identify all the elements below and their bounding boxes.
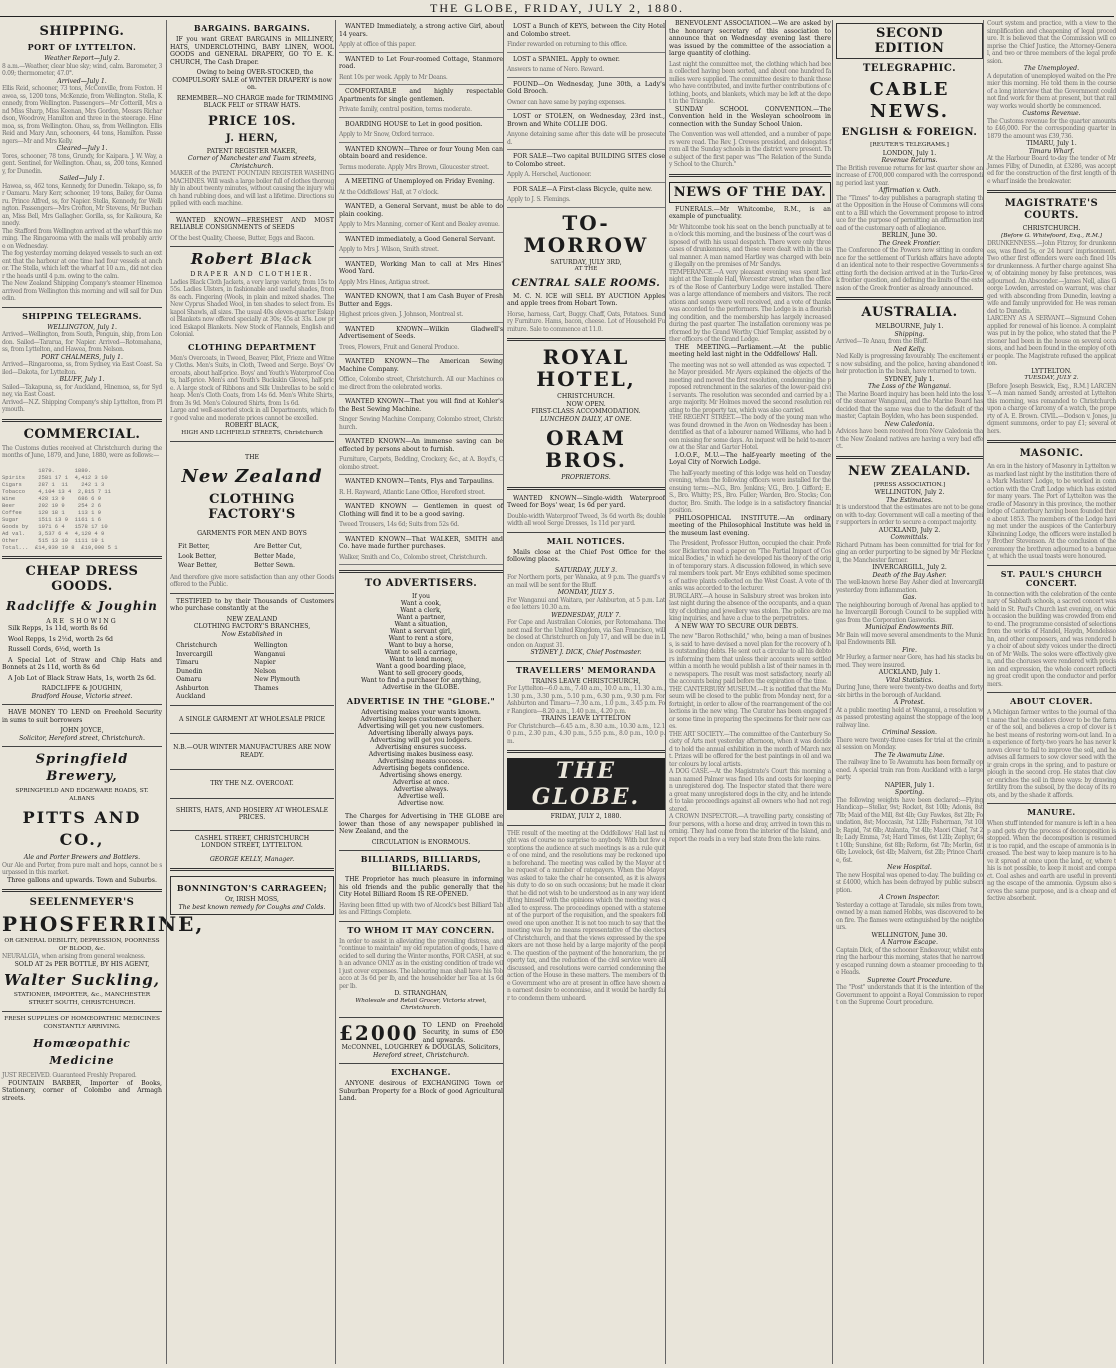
want-item: Want to find a purchaser for anything, [360,677,482,684]
classified-ad: WANTED to Let Four-roomed Cottage, Stanmore road. [339,55,503,70]
want-item: Want a servant girl, [390,628,452,635]
napier-date: NAPIER, July 1. [884,781,935,789]
factory-title: CLOTHING FACTORY'S [208,491,296,522]
nz2-label: NEW ZEALAND [226,615,278,623]
want-item: Want to sell grocery goods, [378,670,464,677]
wellington-date: WELLINGTON, July 1. [47,323,117,331]
town-item: Christchurch [176,642,218,649]
classified-ad: WANTED, a General Servant, must be able to do plain cooking. [339,203,503,218]
exchange-ad: ANYONE desirous of EXCHANGING Town or Suburban Property for a Block of good Agricultural Land. [339,1080,503,1102]
town-item: Invercargill [176,650,213,658]
telegraphic-heading: TELEGRAPHIC. [862,63,957,74]
want-item: Want a clerk, [400,607,442,614]
auckland2-date: AUCKLAND, July 1. [878,669,941,676]
sale-sites-ad: FOR SALE—Two capital BUILDING SITES close to Colombo street. [507,153,665,168]
column-3: WANTED Immediately, a strong active Girl, about 14 years. Apply at office of this paper. WANTED to Let Four-roomed Cottage, Stanmore road. Rent 10s per week. Apply to Mr Deans. COMFORTABLE and highly respectable Apartments for single gentlemen. Private family, central position, terms moderate. BOARDING HOUSE to Let in good position. Apply to Mr Snow, Oxford terrace. WANTED KNOWN—Three or four Young Men can obtain board and residence. Terms moderate. Apply Mrs Brown, Gloucester street. A MEETING of Unemployed on Friday Evening. At the Oddfellows' Hall, at 7 o'clock. WANTED, a General Servant, must be able to do plain cooking. Apply to Mrs Manning, corner of Kent and Bealey avenue. WANTED immediately, a Good General Servant. Apply to Mrs J. Wilson, Smith street. WANTED, Working Man to call at Mrs Hines' Wood Yard. Apply Mrs Hines, Antigua street. WANTED KNOWN, that I am Cash Buyer of Fresh Butter and Eggs. Highest prices given. J. Johnson, Montreal st. WANTED KNOWN—Wilkin Gladwell's Advertisement of Seeds. Trees, Flowers, Fruit and General Produce. WANTED KNOWN—The American Sewing Machine Company. Office, Colombo street, Christchurch. All our Machines come direct from the celebrated works. WANTED KNOWN—That you will find at Kohler's the Best Sewing Machine. Singer Sewing Machine Company, Colombo street, Christchurch. WANTED KNOWN—An immense saving can be effected by persons about to furnish. Furniture, Carpets, Bedding, Crockery, &c., at A. Boyd's, Colombo street. WANTED KNOWN—Tents, Flys and Tarpaulins. R. H. Rayward, Atlantic Lane Office, Hereford street. WANTED KNOWN — Gentlemen in quest of Clothing will find it to be a good saving. Tweed Trousers, 14s 6d; Suits from 52s 6d. WANTED KNOWN—That WALKER, SMITH and Co. have made further purchases. Walker, Smith and Co., Colombo street, Christchurch. TO ADVERTISERS. If you Want a cook, Want a clerk, Want a partner, Want a situation, Want a servant girl, Want to rent a store, Want to buy a horse, Want to sell a carriage, Want to lend money, Want a good boarding place, Want to sell grocery goods, Want to find a purchaser for anything, Advertise in the GLOBE. ADVERTISE IN THE "GLOBE." Advertising makes your wants known. Advertising keeps customers together. Advertising will get you new customers. Advertising liberally always pays. Advertising will get you lodgers. Advertising ensures success. Advertising makes business easy. Advertising means success. Advertising begets confidence. Advertising shows energy. Advertise at once. Advertise always. Advertise well. Advertise now. The Charges for Advertising in THE GLOBE are lower than those of any newspaper published in New Zealand, and the CIRCULATION is ENORMOUS. BILLIARDS, BILLIARDS, BILLIARDS. THE Proprietor has much pleasure in informing his old friends and the public generally that the City Hotel Billiard Room IS RE-OPENED. Having been fitted up with two of Alcock's best Billiard Tables and Fittings Complete. TO WHOM IT MAY CONCERN. In order to assist in alleviating the prevailing distress, and "continue to maintain" my old reputation of goods, I have decided to sell during the Winter months, FOR CASH, at such an advance ONLY as in the existing condition of trade will just cover expenses. The labouring man shall have his Tobacco at 3s 6d per lb, and the householder her Tea at 1s 6d per lb. D. STRANGHAN, Wholesale and Retail Grocer, Victoria street, Christchurch. £2000 TO LEND on Freehold Security, in sums of £50 and upwards. McCONNEL, LOUGHREY & DOUGLAS, Solicitors, Hereford street, Christchurch. EXCHANGE. ANYONE desirous of EXCHANGING Town or Suburban Property for a Block of good Agricultural Land. [335,20,503,1364]
fit-item: Are Better Cut, [254,543,302,550]
lost-spaniel-ad: LOST a SPANIEL. Apply to owner. [513,55,620,63]
springfield-sub: SPRINGFIELD AND EDGEWARE ROADS, ST. ALBANS [15,788,149,802]
circulation-text: CIRCULATION is ENORMOUS. [371,838,471,846]
stranghan-name: D. STRANGHAN, [394,990,448,997]
sydney-date: SYDNEY, July 1. [884,375,935,383]
cheap-item: A Job Lot of Black Straw Hats, 1s, worth 2s 6d. [8,674,156,682]
want-item: Want a cook, [400,600,442,607]
are-showing: ARE SHOWING [46,617,118,625]
news-para: PHILOSOPHICAL INSTITUTE.—An ordinary meeting of the Philosophical Institute was held in the museum last evening. [669,514,831,537]
lend-ad: HAVE MONEY TO LEND on Freehold Security in sums to suit borrowers [2,709,162,724]
town-item: Thames [254,684,279,692]
adv-item: Advertising liberally always pays. [368,730,474,737]
remember-ad: REMEMBER—NO CHARGE made for TRIMMING BLACK FELT or STRAW HATS. [176,94,334,109]
black-sub: DRAPER AND CLOTHIER. [190,271,314,278]
branches-sub: Now Established in [221,630,283,638]
arrived-heading: Arrived—July 1. [57,77,107,85]
adv-item: Advertising shows energy. [379,772,463,779]
springfield-title: Springfield Brewery, [35,752,129,784]
kelly-subhead: Ned Kelly. [893,345,926,353]
radcliffe-signature: RADCLIFFE & JOUGHIN, [41,685,123,692]
melbourne-date: MELBOURNE, July 1. [875,323,944,330]
gas-subhead: Gas. [902,594,917,601]
classified-ad: WANTED KNOWN—The American Sewing Machine Company. [339,358,503,373]
hern-name: J. HERN, [225,132,279,144]
classified-ad: WANTED, Working Man to call at Mrs Hines' Wood Yard. [339,260,503,275]
london-date: LONDON, July 1. [882,149,937,157]
royal-open: NOW OPEN. [566,400,606,408]
column-2: BARGAINS. BARGAINS. IF you want GREAT BARGAINS in MILLINERY, HATS, UNDERCLOTHING, BABY LINEN, WOOL GOODS and GENERAL DRAPERY, GO TO E. K. CHURCH, The Cash Draper. Owing to being OVER-STOCKED, the COMPULSORY SALE of WINTER DRAPERY is now on. REMEMBER—NO CHARGE made for TRIMMING BLACK FELT or STRAW HATS. PRICE 10S. J. HERN, PATENT REGISTER MAKER, Corner of Manchester and Tuam streets, Christchurch. MAKER of the PATENT FOUNTAIN REGISTER WASHING MACHINES. Will wash a large boiler full of clothes thoroughly in about twenty minutes, without causing the injury which hand rubbing does, and will last a lifetime. Directions supplied with each machine. WANTED KNOWN—FRESHEST AND MOST RELIABLE CONSIGNMENTS of SEEDS Of the best Quality, Cheese, Butter, Eggs and Bacon. Robert Black DRAPER AND CLOTHIER. Ladies Black Cloth Jackets, a very large variety, from 15s to 55s. Ladies Ulsters, in fashionable and useful shades, from 8s each. Fingering (Wools, in plain and mixed shades. The New Cyprus Shaded Wool, in ten shades to select from. Eskapol Shawls, all sizes. The usual 40s eleven-quarter Eskapol Blankets now offered specially at 30s; 45s at 33s. Low priced Eskapol Blankets. New Stock of Flannels, English and Colonial. CLOTHING DEPARTMENT Men's Overcoats, in Tweed, Beaver, Pilot, Frieze and Witney Cloths. Men's Suits, in Cloth, Tweed and Serge. Boys' Overcoats, about half-price. Boys' and Youth's Waterproof Coats, half-price. Men's and Youth's Buckskin Gloves, half-price. A large stock of Ribbons and Silk Umbrellas to be sold cheap. Men's Cloth Coats, from 14s 6d. Men's White Shirts, from 3s 9d. Men's Coloured Shirts, from 1s 6d. Large and well-assorted stock in all Departments, which for good value and moderate prices cannot be excelled. ROBERT BLACK, HIGH AND LICHFIELD STREETS, Christchurch THE New Zealand CLOTHING FACTORY'S GARMENTS FOR MEN AND BOYS Fit Better, Are Better Cut, Look Better, Better Made, Wear Better, Better Sewn. And therefore give more satisfaction than any other Goods offered to the Public. TESTIFIED to by their Thousands of Customers who purchase constantly at the NEW ZEALAND CLOTHING FACTORY'S BRANCHES, Now Established in Christchurch Wellington Invercargill Wanganui Timaru Napier Dunedin Nelson Oamaru New Plymouth Ashburton Thames Auckland A SINGLE GARMENT AT WHOLESALE PRICE N.B.—OUR WINTER MANUFACTURES ARE NOW READY. TRY THE N.Z. OVERCOAT. SHIRTS, HATS, AND HOSIERY AT WHOLESALE PRICES. CASHEL STREET, CHRISTCHURCH LONDON STREET, LYTTELTON. GEORGE KELLY, Manager. BONNINGTON'S CARRAGEEN; Or, IRISH MOSS, The best known remedy for Coughs and Colds. [166,20,334,1364]
the-globe-heading: THE GLOBE. [507,758,665,810]
mail-text: Mails close at the Chief Post Office for the following places. [507,548,665,563]
revenue-heading: Revenue Returns. [881,157,938,164]
winter-notice: N.B.—OUR WINTER MANUFACTURES ARE NOW READY. [173,744,331,759]
column-4: LOST a Bunch of KEYS, between the City Hotel and Colombo street. Finder rewarded on returning to this office. LOST a SPANIEL. Apply to owner. Answers to name of Nero. Reward. FOUND—On Wednesday, June 30th, a Lady's Gold Brooch. Owner can have same by paying expenses. LOST or STOLEN, on Wednesday, 23rd inst., Brown and White COLLIE DOG. Anyone detaining same after this date will be prosecuted. FOR SALE—Two capital BUILDING SITES close to Colombo street. Apply A. Herschel, Auctioneer. FOR SALE—A First-class Bicycle, quite new. Apply to J. S. Flemings. TO-MORROW SATURDAY, JULY 3RD, AT THE CENTRAL SALE ROOMS. M. C. N. ICE will SELL BY AUCTION Apples and apple trees from Hobart Town. Horse, harness, Cart, Buggy. Chaff, Oats, Potatoes. Sundry Furniture. Hams, bacon, cheese. Lot of Household Furniture. Sale to commence at 11.0. ROYAL HOTEL, CHRISTCHURCH. NOW OPEN. FIRST-CLASS ACCOMMODATION. LUNCHEON DAILY, AT ONE. ORAM BROS. PROPRIETORS. WANTED KNOWN—Single-width Waterproof Tweed for Boys' wear, 1s 6d per yard. Double-width Waterproof Tweed, 3s 6d worth 8s; double width all wool Serge Dresses, 1s 11d per yard. MAIL NOTICES. Mails close at the Chief Post Office for the following places. SATURDAY, JULY 3. For Northern ports, per Wanaka, at 9 p.m. The guard's van mail will be sent for the Bluff. MONDAY, JULY 5. For Wanganui and Waitara, per Ashburton, at 5 p.m. Late fee letters 10.30 a.m. WEDNESDAY, JULY 7. For Cape and Australian Colonies, per Rotomahana. The next mail for the United Kingdom, via San Francisco, will be closed at Christchurch on July 17, and will be due in London on August 31. SYDNEY J. DICK, Chief Postmaster. TRAVELLERS' MEMORANDA TRAINS LEAVE CHRISTCHURCH, For Lyttelton—6.0 a.m., 7.40 a.m., 10.0 a.m., 11.30 a.m., 1.30 p.m., 3.30 p.m., 5.10 p.m., 6.30 p.m., 9.30 p.m. For Ashburton and Timaru—7.30 a.m., 1.0 p.m., 3.45 p.m. For Rangiora—8.20 a.m., 1.40 p.m., 4.20 p.m. TRAINS LEAVE LYTTELTON For Christchurch—6.45 a.m., 8.30 a.m., 10.30 a.m., 12.10 p.m., 2.30 p.m., 4.30 p.m., 5.55 p.m., 8.0 p.m., 10.0 p.m. THE GLOBE. FRIDAY, JULY 2, 1880. THE result of the meeting at the Oddfellows' Hall last night was of course no surprise to anybody. With but few exceptions the audience at such meetings is as a rule quite of one mind, and the resolutions may be reckoned upon beforehand. The meeting was called by the Mayor at the request of a number of ratepayers. When the Mayor was asked to take the chair he consented, as it is always his duty to do so on such occasions; but he made it clear that he did not wish to be understood as in any way identifying himself with the opinions which the meeting was called to express. The proceedings opened with a statement of the purport of the requisition, and the speakers followed one upon another. It is not too much to say that the meeting was by no means representative of the electors of Christchurch, and that the views expressed by the speakers are not those held by a large majority of the people. The question of the payment of the honorarium, the property tax, and the reduction of the civil service were all discussed, and resolutions were carried condemning the action of the House in these matters. The members of the Government who are at present in office have shown an earnest desire to economise, and it would be hardly fair to condemn them unheard. [503,20,665,1364]
found-brooch-ad: FOUND—On Wednesday, June 30th, a Lady's Gold Brooch. [507,80,665,95]
masthead [0,0,1114,17]
royal-title: ROYAL HOTEL, [536,345,636,391]
homeo-notice: FRESH SUPPLIES OF HOMŒOPATHIC MEDICINES CONSTANTLY ARRIVING. [4,1016,160,1030]
second-edition: SECOND EDITION [874,26,945,56]
classified-ad: WANTED immediately, a Good General Servant. [345,235,496,243]
bargains-heading: BARGAINS. BARGAINS. [193,23,311,33]
london-address: LONDON STREET, LYTTELTON. [201,842,303,849]
hern-address: Corner of Manchester and Tuam streets, Christchurch. [187,155,317,170]
suckling-sub: STATIONER, IMPORTER, &c., MANCHESTER STREET SOUTH, CHRISTCHURCH. [13,992,151,1006]
mcconnel-name: McCONNEL, LOUGHREY & DOUGLAS, Solicitors, [341,1044,501,1051]
nz-title: New Zealand [181,465,323,487]
commercial-heading: COMMERCIAL. [23,426,141,442]
town-item: Auckland [176,693,206,700]
want-item: Want a good boarding place, [376,663,466,670]
wanted-seeds-ad: WANTED KNOWN—FRESHEST AND MOST RELIABLE CONSIGNMENTS of SEEDS [170,216,334,231]
single-garment: A SINGLE GARMENT AT WHOLESALE PRICE [179,715,325,723]
affirmation-heading: Affirmation v. Oath. [878,187,941,194]
advertise-heading: ADVERTISE IN THE "GLOBE." [346,696,496,706]
overcoat-notice: TRY THE N.Z. OVERCOAT. [210,780,294,787]
want-item: If you [412,593,430,600]
want-item: Want to lend money, [389,656,453,663]
mail-monday: MONDAY, JULY 5. [557,589,615,596]
stranghan-sub: Wholesale and Retail Grocer, Victoria street, Christchurch. [355,997,487,1011]
kelly-manager: GEORGE KELLY, Manager. [209,855,295,863]
clothing-dept-heading: CLOTHING DEPARTMENT [188,341,316,352]
bonnington-title: BONNINGTON'S CARRAGEEN; [176,883,328,893]
central-rooms: CENTRAL SALE ROOMS. [511,277,661,289]
pitts-title: PITTS AND CO., [22,808,142,849]
adv-item: Advertise well. [397,793,445,800]
greek-heading: The Greek Frontier. [878,239,941,247]
classified-ad: WANTED KNOWN—Tents, Flys and Tarpaulins. [345,478,494,485]
bargain-ad: IF you want GREAT BARGAINS in MILLINERY, HATS, UNDERCLOTHING, BABY LINEN, WOOL GOODS and GENERAL DRAPERY, GO TO E. K. CHURCH, The Cash Draper. [170,36,334,66]
black-address: HIGH AND LICHFIELD STREETS, Christchurch [181,429,323,436]
oram-sub: PROPRIETORS. [561,474,611,481]
adv-item: Advertise always. [393,786,449,793]
auction-text: M. C. N. ICE will SELL BY AUCTION Apples and apple trees from Hobart Town. [507,292,665,307]
classified-ad: WANTED KNOWN — Gentlemen in quest of Clothing will find it to be a good saving. [339,503,503,518]
wanted-tweed-ad: WANTED KNOWN—Single-width Waterproof Tweed for Boys' wear, 1s 6d per yard. [507,494,665,509]
sporting-subhead: Sporting. [894,789,925,796]
joyce-sub: Solicitor, Hereford street, Christchurch. [19,734,145,742]
seelenmeyer-title: SEELENMEYER'S [29,897,135,908]
black-title: Robert Black [190,250,314,268]
billiards-ad: THE Proprietor has much pleasure in informing his old friends and the public generally that the City Hotel Billiard Room IS RE-OPENED. [339,876,503,898]
town-item: Napier [254,659,276,666]
suckling-title: Walter Suckling, [4,971,160,989]
want-item: Want a partner, [396,614,446,621]
joyce-name: JOHN JOYCE, [60,727,104,734]
classified-ad: WANTED KNOWN—That you will find at Kohler's the Best Sewing Machine. [339,398,503,413]
lend-sub: TO LEND on Freehold Security, in sums of £50 and upwards. [422,1021,503,1044]
nz-heading: NEW ZEALAND. [848,463,971,479]
saturday-date: SATURDAY, JULY 3RD, [550,258,622,266]
classified-ad: COMFORTABLE and highly respectable Apartments for single gentlemen. [339,88,503,103]
masthead-title: THE GLOBE, FRIDAY, JULY 2, 1880. [429,1,685,15]
fit-item: Better Sewn. [254,562,295,569]
classified-ad: WANTED KNOWN—Three or four Young Men can obtain board and residence. [339,145,503,160]
column-1: SHIPPING. PORT OF LYTTELTON. Weather Report—July 2. 8 a.m.—Weather, clear blue sky; wind, calm. Barometer, 30.09; thermometer, 47.0°. Arrived—July 1. Ellis Reid, schooner, 73 tons, McConville, from Foxton. Hawea, ss, 1200 tons, McKenzie, from Wellington. Stella, Kennedy, from Wellington. Passengers—Mr Cotterill, Mrs and Miss Sharp, Miss Keenan, Mrs Gordon, Messrs Richardson, Woodrow, Hamilton and three in the steerage. Hinemoa, ss, from Wellington. Ohau, ss, from Wellington. Ellis Reid and Mary Ann, schooners, 44 tons, Hamilton. Passengers—Mr and Mrs Kelly. Cleared—July 1. Tores, schooner, 78 tons, Grundy, for Kaipara. J. W. Way, agent. Sentinel, for Wellington. Ohau, ss, 200 tons, Kennedy, for Dunedin. Sailed—July 1. Hawea, ss, 462 tons, Kennedy, for Dunedin. Tekapo, ss, for Oamaru. Mary Kerr, schooner, 19 tons, Bailey, for Oamaru. Prince Alfred, ss, for Napier. Stella, Kennedy, for Wellington. Passengers—Mrs Crofton, Mr Stevens, Mr Buchanan, Miss Bell, Mrs Gallagher. Gorilla, ss, for Kaikoura, Kennedy. The Stafford from Wellington arrived at the wharf this morning. The Ringarooma with the mails will probably arrive on Wednesday. The fog yesterday morning delayed vessels to such an extent that the harbour at one time had four vessels at anchor. The Stella, which left the wharf at 10 a.m., did not clear the heads until 4 p.m. owing to the calm. The New Zealand Shipping Company's steamer Hinemoa arrived from Wellington this morning and will sail for Dunedin. SHIPPING TELEGRAMS. WELLINGTON, July 1. Arrived—Wellington, from South, Penguin, ship, from London. Sailed—Tararua, for Napier. Arrived—Rotomahana, ss, from Lyttelton, and Hawea, from Nelson. PORT CHALMERS, July 1. Arrived—Ringarooma, ss, from Sydney, via East Coast. Sailed—Dakota, for Lyttelton. BLUFF, July 1. Sailed—Takapuna, ss, for Auckland, Hinemoa, ss, for Sydney, via East Coast. Arrived—N.Z. Shipping Company's ship Lyttelton, from Plymouth. COMMERCIAL. The Customs duties received at Christchurch during the months of June, 1879, and June, 1880, were as follows:— 1879. 1880. Spirits 2581 17 1 4,412 3 10 Cigars 287 1 11 242 1 3 Tobacco 4,104 13 4 2,815 7 11 Wine 428 13 9 686 6 9 Beer 292 19 9 254 2 6 Coffee 120 18 1 113 1 9 Sugar 1511 13 9 1161 1 6 Goods by 1071 6 4 1578 17 10 Ad val. 3,537 6 4 4,120 4 9 Other 515 13 10 1111 19 1 Total... £14,939 19 8 £19,000 5 1 CHEAP DRESS GOODS. Radcliffe & Joughin ARE SHOWING Silk Repps, 1s 11d, worth 8s 6d Wool Repps, 1s 2½d, worth 2s 6d Russell Cords, 6½d, worth 1s A Special Lot of Straw and Chip Hats and Bonnets at 2s 11d, worth 8s 6d A Job Lot of Black Straw Hats, 1s, worth 2s 6d. RADCLIFFE & JOUGHIN, Bradford House, Victoria street. HAVE MONEY TO LEND on Freehold Security in sums to suit borrowers JOHN JOYCE, Solicitor, Hereford street, Christchurch. Springfield Brewery, SPRINGFIELD AND EDGEWARE ROADS, ST. ALBANS PITTS AND CO., Ale and Porter Brewers and Bottlers. Our Ale and Porter, from pure malt and hops, cannot be surpassed in this market. Three gallons and upwards. Town and Suburbs. SEELENMEYER'S PHOSFERRINE, OR GENERAL DEBILITY, DEPRESSION, POORNESS OF BLOOD, &c. NEURALGIA, when arising from general weakness. SOLD AT 2s PER BOTTLE, BY HIS AGENT, Walter Suckling, STATIONER, IMPORTER, &c., MANCHESTER STREET SOUTH, CHRISTCHURCH. FRESH SUPPLIES OF HOMŒOPATHIC MEDICINES CONSTANTLY ARRIVING. Homœopathic Medicine JUST RECEIVED. Guaranteed Freshly Prepared. FOUNTAIN BARBER, Importer of Books, Stationery, corner of Colombo and Armagh streets. [2,24,205,1102]
at-the: AT THE [574,266,598,272]
classified-ad: WANTED Immediately, a strong active Girl, about 14 years. [339,23,503,38]
trains-lyttelton: TRAINS LEAVE LYTTELTON [541,715,631,722]
advertisers-heading: TO ADVERTISERS. [364,578,478,589]
town-item: Nelson [254,667,276,675]
news-para: I.O.O.F., M.U.—The half-yearly meeting of the Loyal City of Norwich Lodge. [669,451,831,466]
town-item: Oamaru [176,676,202,683]
travellers-heading: TRAVELLERS' MEMORANDA [515,664,657,675]
unemployed-subhead: The Unemployed. [1023,65,1080,72]
exchange-heading: EXCHANGE. [391,1067,451,1077]
the-label: THE [244,454,260,461]
cheap-item: Wool Repps, 1s 2½d, worth 2s 6d [8,635,113,643]
masonic-heading: MASONIC. [1019,448,1084,459]
wanganui-subhead: The Loss of the Wanganui. [867,383,952,390]
reuters: [REUTER'S TELEGRAMS.] [870,142,949,148]
adv-item: Advertising will get you lodgers. [370,737,472,744]
news-para: SUNDAY SCHOOL CONVENTION.—The Convention held in the Wesleyan schoolroom in connection with the Sunday School Union. [669,105,831,128]
pitts-sub: Ale and Porter Brewers and Bottlers. [23,854,141,861]
hospital-subhead: New Hospital. [887,864,932,871]
endowments-subhead: Municipal Endowments Bill. [865,624,954,631]
bluff-date: BLUFF, July 1. [59,376,105,383]
trains-chch: TRAINS LEAVE CHRISTCHURCH, [531,677,641,685]
auckland-date: AUCKLAND, July 2. [878,526,941,534]
news-para: FUNERALS.—Mr Whitcombe, R.M., is an example of punctuality. [669,205,831,220]
fit-item: Wear Better, [178,562,218,569]
escape-subhead: A Narrow Escape. [881,939,938,946]
cheap-item: Russell Cords, 6½d, worth 1s [8,646,101,653]
wellington-date: WELLINGTON, July 2. [874,489,945,496]
price-heading: PRICE 10S. [208,113,296,129]
town-item: Wellington [254,642,288,649]
news-heading: NEWS OF THE DAY. [669,182,831,203]
port-chalmers-date: PORT CHALMERS, July 1. [41,353,123,361]
clover-heading: ABOUT CLOVER. [1010,696,1093,706]
adv-item: Advertising means success. [377,758,465,765]
adv-item: Advertise now. [397,800,445,807]
want-item: Want a situation, [394,621,448,628]
fit-item: Look Better, [178,552,217,560]
fire-subhead: Fire. [902,646,917,654]
phosferrine-title: PHOSFERRINE, [2,912,205,936]
shipping-heading: SHIPPING. [39,24,125,39]
classified-ad: WANTED KNOWN—An immense saving can be effected by persons about to furnish. [339,438,503,453]
homeo-title: Homœopathic Medicine [33,1037,131,1067]
mail-heading: MAIL NOTICES. [546,535,626,546]
berlin-date: BERLIN, June 30. [881,232,938,239]
shipping-telegrams-heading: SHIPPING TELEGRAMS. [22,310,142,321]
protest-subhead: A Protest. [893,699,926,706]
cable-news-heading: CABLE NEWS. [869,79,950,122]
town-item: Ashburton [176,684,209,692]
adv-item: Advertising makes your wants known. [361,709,481,716]
adv-item: Advertising keeps customers together. [360,716,482,723]
luncheon: LUNCHEON DAILY, AT ONE. [540,415,632,423]
weather-report: Weather Report—July 2. [44,55,120,62]
column-6: SECOND EDITION TELEGRAPHIC. CABLE NEWS. ENGLISH & FOREIGN. [REUTER'S TELEGRAMS.] LONDON, July 1. Revenue Returns. The British revenue returns for last quarter show an increase of £700,000 compared with the corresponding period last year. Affirmation v. Oath. The "Times" to-day publishes a paragraph stating that the Opposition in the House of Commons will consent to a Bill which the Government propose to introduce for the purpose of permitting an affirmation instead of the customary oath of allegiance. BERLIN, June 30. The Greek Frontier. The Conference of the Powers now sitting in conference for the settlement of Turkish affairs have adopted an identical note to their respective Governments setting forth the decision arrived at in the Turko-Greek frontier question, and defining the limits of the extension of the Greek frontier as already announced. AUSTRALIA. MELBOURNE, July 1. Shipping. Arrived—Te Anau, from the Bluff. Ned Kelly. Ned Kelly is progressing favourably. The excitement is now subsiding, and the police, having abandoned their protection in the bush, have returned to town. SYDNEY, July 1. The Loss of the Wanganui. The Marine Board inquiry has been held into the loss of the steamer Wanganui, and the Marine Board has decided that the same was due to the default of the master, Captain Boylden, who has been suspended. New Caledonia. Advices have been received from New Caledonia that the New Zealand natives are having a very bad effect. NEW ZEALAND. [PRESS ASSOCIATION.] WELLINGTON, July 2. The Estimates. It is understood that the estimates are not to be gone on with to-day. Government will call a meeting of their supporters in order to secure a compact majority. AUCKLAND, July 2. Committals. Richard Putnam has been committed for trial for forging an order purporting to be signed by Mr Flecknell, the Manchester farmer. INVERCARGILL, July 2. Death of the Bay Asher. The well-known horse Bay Asher died at Invercargill yesterday from inflammation. Gas. The neighbouring borough of Avenal has applied to the Invercargill Borough Council to be supplied with gas from the Corporation Gasworks. Municipal Endowments Bill. Mr Bain will move several amendments to the Municipal Endowments Bill. Fire. Mr Hurley, a farmer near Gore, has had his stacks burned. They were insured. AUCKLAND, July 1. Vital Statistics. During June, there were twenty-two deaths and forty-six births in the borough of Auckland. A Protest. At a public meeting held at Wanganui, a resolution was passed protesting against the stoppage of the loop railway line. Criminal Session. There were twenty-three cases for trial at the criminal session on Monday. The Te Awamutu Line. The railway line to Te Awamutu has been formally opened. A special train ran from Auckland with a large party. NAPIER, July 1. Sporting. The following weights have been declared:—Flying Handicap—Stellar, 9st; Rocket, 8st 10lb; Adonis, 8st 7lb; Maid of the Mill, 8st 4lb; Guy Fawkes, 8st 2lb; Foundation, 8st; Moccasin, 7st 12lb; Fisherman, 7st 10lb; Rapid, 7st 6lb; Atalanta, 7st 4lb; Maori Chief, 7st 2lb; Lady Emma, 7st; Hard Times, 6st 12lb; Zephyr, 6st 10lb; Sunshine, 6st 8lb; Reform, 6st 7lb; Merlin, 6st 6lb; Lovelock, 6st 4lb; Malvern, 6st 2lb; Prince Charlie, 6st. New Hospital. The new Hospital was opened to-day. The building cost £4000, which has been defrayed by public subscription. A Crown Inspector. Yesterday a cottage at Taradale, six miles from town, owned by a man named Hobbs, was discovered to be on fire. The flames were extinguished by the neighbours. WELLINGTON, June 30. A Narrow Escape. Captain Dick, of the schooner Endeavour, whilst entering the harbour this morning, states that he narrowly escaped running down a steamer proceeding to the Heads. Supreme Court Procedure. The "Post" understands that it is the intention of the Government to appoint a Royal Commission to report on the Supreme Court procedure. [832,20,983,1364]
column-7: Court system and practice, with a view to the simplification and cheapening of legal procedure. It is believed that the Commission will comprise the Chief Justice, the Attorney-General, and two or three members of the legal profession. The Unemployed. A deputation of unemployed waited on the Premier this morning. He told them in the course of a long interview that the Government could not find work for them at present, but that railway works would shortly be commenced. Customs Revenue. The Customs revenue for the quarter amounts to £46,000. For the corresponding quarter in 1879 the amount was £39,736. TIMARU, July 1. Timaru Wharf. At the Harbour Board to-day the tender of Mr James Filby, of Dunedin, at £3286, was accepted for the construction of the first length of the wharf inside the breakwater. MAGISTRATE'S COURTS. CHRISTCHURCH. [Before G. Whitefoord, Esq., R.M.] DRUNKENNESS.—John Fitzroy, for drunkenness, was fined 5s, or 24 hours' imprisonment. Two other first offenders were each fined 10s for drunkenness. A further charge against Shaw, of obtaining money by false pretences, was adjourned. An Absconder.—James Nell, alias George Lowden, arrested on warrant, was charged with absconding from Dunedin, leaving a wife and family unprovided for. He was remanded to Dunedin. LARCENY AS A SERVANT.—Sigmund Cohen applied for renewal of his licence. A complaint was put in by the police, who stated that the Prisoner had been in the house on several occasions, and had been found in the employ of other people. The Magistrate refused the application. LYTTELTON. TUESDAY, JULY 2. [Before Joseph Beswick, Esq., R.M.] LARCENY.—A man named Sandy, arrested at Lyttelton this morning, was remanded to Christchurch upon a charge of larceny of a watch, the property of A. E. Brown. CIVIL.—Dodson v. Jones, judgment summons, order to pay £1; several others. MASONIC. An era in the history of Masonry in Lyttelton was marked last night by the institution there of a Mark Masters' Lodge, to be worked in connection with the Craft Lodge which has existed for many years. The Port of Lyttelton was the cradle of Masonry in this province, the mother lodge of Canterbury having been founded there about 1853. The members of the Lodge having met under the auspices of the Canterbury Kilwinning Lodge, the officers were installed by Brother Stevenson. At the conclusion of the ceremony the brethren adjourned to a banquet, at which the usual toasts were honoured. ST. PAUL'S CHURCH CONCERT. In connection with the celebration of the centenary of Sabbath schools, a sacred concert was held in St. Paul's Church last evening, on which occasion the building was crowded from end to end. The programme consisted of selections from the works of Handel, Haydn, Mendelssohn, and other composers, and was rendered by a choir of about sixty voices under the direction of Mr Wells. The solos were effectively given, and the choruses were rendered with precision and expression, the whole concert reflecting great credit upon the conductor and performers. ABOUT CLOVER. A Michigan farmer writes to the journal of that name that he considers clover to be the farmer of the soil, and believes a crop of clover is the best means of restoring worn-out land. In an experience of forty-two years he has never known clover to fail to improve the soil, and he advises all farmers to sow clover seed with their grain crops in the spring, and to pasture or plough in the second crop. He states that clover enriches the soil in three ways: by drawing fertility from the subsoil, by the decay of its roots, and by the shade it affords. MANURE. When stuff intended for manure is left in a heap and gets dry the process of decomposition is stopped. When the decomposition is resumed it is too rapid, and the escape of ammonia is increased. The best way to keep manure is to have it spread at once upon the land, or, where this is not possible, to keep it moist and compact. Coal ashes and earth are useful in preventing the escape of the ammonia. Gypsum also serves the same purpose, and is a cheap and effective absorbent. [983,20,1116,1364]
adv-item: Advertising begets confidence. [372,765,470,772]
awamutu-subhead: The Te Awamutu Line. [874,751,945,759]
customs-subhead: Customs Revenue. [1022,110,1081,117]
royal-sub: CHRISTCHURCH. [557,393,615,400]
town-item: New Plymouth [254,676,301,683]
fountain-ad: FOUNTAIN BARBER, Importer of Books, Stationery, corner of Colombo and Armagh streets. [2,1079,162,1102]
supreme-subhead: Supreme Court Procedure. [867,976,952,984]
phosferrine-price: SOLD AT 2s PER BOTTLE, BY HIS AGENT, [14,960,150,968]
postmaster: SYDNEY J. DICK, Chief Postmaster. [530,649,642,656]
shirts-notice: SHIRTS, HATS, AND HOSIERY AT WHOLESALE PRICES. [175,806,329,821]
classified-ad: A MEETING of Unemployed on Friday Evening. [345,178,495,185]
adv-item: Advertising makes business easy. [368,751,474,758]
english-foreign: ENGLISH & FOREIGN. [841,127,978,138]
radcliffe-title: Radcliffe & Joughin [6,598,158,613]
black-signature: ROBERT BLACK, [225,422,279,429]
australia-heading: AUSTRALIA. [861,305,958,320]
magistrates-heading: MAGISTRATE'S COURTS. [1004,198,1099,221]
want-item: Want to rent a store, [388,635,454,642]
invercargill-date: INVERCARGILL, July 2. [872,564,947,571]
want-item: Want to sell a carriage, [384,649,458,656]
news-para: A NEW WAY TO SECURE OUR DEBTS. [675,622,799,630]
mcconnel-address: Hereford street, Christchurch. [372,1051,470,1059]
sale-bicycle-ad: FOR SALE—A First-class Bicycle, quite new. [513,185,653,193]
death-subhead: Death of the Bay Asher. [872,571,947,579]
mail-wednesday: WEDNESDAY, JULY 7. [551,611,621,619]
lyttelton-heading: LYTTELTON. [1031,367,1072,375]
criminal-subhead: Criminal Session. [881,729,938,736]
testified-ad: TESTIFIED to by their Thousands of Customers who purchase constantly at the [170,597,334,612]
garments-label: GARMENTS FOR MEN AND BOYS [197,529,307,537]
tomorrow-heading: TO-MORROW [523,210,649,257]
town-item: Wanganui [254,650,286,658]
news-para: THE MEETING.—Parliament.—At the public meeting held last night in the Oddfellows' Hall. [669,343,831,358]
classified-ad: WANTED KNOWN—That WALKER, SMITH and Co. have made further purchases. [339,535,503,550]
wharf-subhead: Timaru Wharf. [1028,147,1075,155]
vital-subhead: Vital Statistics. [885,676,934,684]
globe-date: FRIDAY, JULY 2, 1880. [550,813,622,820]
hern-sub: PATENT REGISTER MAKER, [206,147,298,155]
classified-ad: BOARDING HOUSE to Let in good position. [345,120,483,128]
classified-ad: WANTED KNOWN, that I am Cash Buyer of Fresh Butter and Eggs. [339,293,503,308]
cleared-heading: Cleared—July 1. [56,145,108,152]
want-item: Want to buy a horse, [388,642,454,649]
want-list [339,593,503,691]
chch-before: [Before G. Whitefoord, Esq., R.M.] [1000,232,1103,239]
want-item: Advertise in the GLOBE. [382,684,460,691]
branches-label: CLOTHING FACTORY'S BRANCHES, [193,623,311,630]
irish-moss: Or, IRISH MOSS, [225,896,279,903]
radcliffe-address: Bradford House, Victoria street. [31,692,133,700]
committals-subhead: Committals. [890,534,929,541]
news-para: BENEVOLENT ASSOCIATION.—We are asked by the honorary secretary of this association to announce that on Wednesday evening last there was issued by the committee of the association a large quantity of clothing. [669,20,831,57]
fits-grid [178,543,326,570]
adv-item: Advertising will get you new customers. [358,723,484,730]
pitts-tail: Three gallons and upwards. Town and Suburbs. [7,876,157,884]
lost-keys-ad: LOST a Bunch of KEYS, between the City Hotel and Colombo street. [507,23,665,38]
lyttelton-date: TUESDAY, JULY 2. [1024,375,1079,381]
towns-grid [176,642,328,701]
crown-subhead: A Crown Inspector. [879,894,940,901]
press-assoc: [PRESS ASSOCIATION.] [873,481,946,488]
town-item: Timaru [176,659,199,666]
sailed-heading: Sailed—July 1. [59,175,105,182]
shipping-subhead: Shipping. [894,330,925,338]
oram-title: ORAM BROS. [545,426,627,472]
adv-list [339,709,503,807]
port-heading: PORT OF LYTTELTON. [27,42,137,52]
overstock-ad: Owing to being OVER-STOCKED, the COMPULSORY SALE of WINTER DRAPERY is now on. [172,69,332,91]
adv-item: Advertising ensures success. [375,744,467,751]
fit-item: Better Made, [254,552,296,560]
phosferrine-sub: OR GENERAL DEBILITY, DEPRESSION, POORNESS OF BLOOD, &c. [4,938,160,952]
cheap-item: A Special Lot of Straw and Chip Hats and Bonnets at 2s 11d, worth 8s 6d [2,656,162,671]
column-5: BENEVOLENT ASSOCIATION.—We are asked by the honorary secretary of this association to announce that on Wednesday evening last there was issued by the committee of the association a large quantity of clothing. Last night the committee met, the clothing which had been collected having been sorted, and about one hundred families were supplied. The committee desire to thank those who have contributed, and invite further contributions of clothing, boots, and blankets, which may be left at the depot in the Triangle. SUNDAY SCHOOL CONVENTION.—The Convention held in the Wesleyan schoolroom in connection with the Sunday School Union. The Convention was well attended, and a number of papers were read. The Rev. J. Crewes presided, and delegates from all the Sunday schools in the district were present. The subject of the first paper was "The Relation of the Sunday School to the Church." NEWS OF THE DAY. FUNERALS.—Mr Whitcombe, R.M., is an example of punctuality. Mr Whitcombe took his seat on the bench punctually at ten o'clock this morning, and the business of the court was disposed of with his usual despatch. There were only three cases of drunkenness, and these were dealt with in the usual manner. A man named Hartley was charged with being illegally on the premises of Mr Sandys. TEMPERANCE.—A very pleasant evening was spent last night at the Temple Hall, Worcester street, when the officers of the Rose of Canterbury Lodge were installed. There was a large attendance of members and visitors. The recitations and songs were well received, and a vote of thanks was accorded to the performers. The Lodge is in a flourishing condition, and the membership has largely increased during the past quarter. The installation ceremony was performed by the Grand Worthy Chief Templar, assisted by other officers of the Grand Lodge. THE MEETING.—Parliament.—At the public meeting held last night in the Oddfellows' Hall. The meeting was not so well attended as was expected. The Mayor presided. Mr Ayers explained the objects of the meeting and moved the first resolution, condemning the proposed retrenchment in the salaries of the lower-paid civil servants. The resolution was seconded and carried by a large majority. Mr Holmes moved the second resolution relating to the property tax, which was also carried. THE REGENT STREET.—The body of the young man who was found drowned in the Avon on Wednesday has been identified as that of a labourer named Williams, who had been missing for some days. An inquest will be held to-morrow at the Star and Garter Hotel. I.O.O.F., M.U.—The half-yearly meeting of the Loyal City of Norwich Lodge. The half-yearly meeting of this lodge was held on Tuesday evening, when the following officers were installed for the ensuing term:—N.G., Bro. Jenkins; V.G., Bro. J. Gifford; E.S., Bro. Whitty; P.S., Bro. Fuller; Warden, Bro. Stocks; Conductor, Bro. Smith. The lodge is in a satisfactory financial position. PHILOSOPHICAL INSTITUTE.—An ordinary meeting of the Philosophical Institute was held in the museum last evening. The President, Professor Hutton, occupied the chair. Professor Bickerton read a paper on "The Partial Impact of Cosmical Bodies," in which he developed his theory of the origin of temporary stars. A discussion followed, in which several members took part. Mr Enys exhibited some specimens of native plants collected on the West Coast. A vote of thanks was accorded to the lecturer. BURGLARY.—A house in Salisbury street was broken into last night during the absence of the occupants, and a quantity of clothing and jewellery was stolen. The police are making inquiries, and have a clue to the perpetrators. A NEW WAY TO SECURE OUR DEBTS. The new "Baron Rothschild," who, being a man of business, is said to have devised a novel plan for the recovery of his outstanding debts. He sent out a circular to all his debtors informing them that unless their accounts were settled within a month he would publish a list of their names in the newspapers. The result was most satisfactory, nearly all the accounts being paid before the expiration of the time. THE CANTERBURY MUSEUM.—It is notified that the Museum will be closed to the public from Monday next, for a fortnight, in order to allow of the rearrangement of the collections in the new wing. The Curator has been engaged for some time in preparing the specimens for their new cases. THE ART SOCIETY.—The committee of the Canterbury Society of Arts met yesterday afternoon, when it was decided to hold the annual exhibition in the month of March next. Prizes will be offered for the best paintings in oil and water colours by local artists. A DOG CASE.—At the Magistrate's Court this morning a man named Palmer was fined 10s and costs for keeping an unregistered dog. The Inspector stated that there were a great many unregistered dogs in the city, and he intended to take proceedings against all owners who had not registered. A CROWN INSPECTOR.—A travelling party, consisting of four persons, with a horse and dray, arrived in town this morning. They had come from the interior of the Island, and report the roads in a very bad state from the late rains. [665,20,831,1364]
pauls-heading: ST. PAUL'S CHURCH CONCERT. [1000,568,1103,588]
cashel-address: CASHEL STREET, CHRISTCHURCH [194,834,310,842]
whom-heading: TO WHOM IT MAY CONCERN. [347,924,495,935]
fit-item: Fit Better, [178,543,210,550]
newcal-subhead: New Caledonia. [884,420,935,428]
lend-amount: £2000 [339,1020,419,1045]
manure-heading: MANURE. [1027,807,1076,817]
mail-saturday: SATURDAY, JULY 3. [554,566,618,574]
cheap-item: Silk Repps, 1s 11d, worth 8s 6d [8,625,108,632]
estimates-subhead: The Estimates. [886,496,933,504]
wellington2-date: WELLINGTON, June 30. [871,931,948,939]
timaru-date: TIMARU, July 1. [1026,140,1077,147]
charges-text: The Charges for Advertising in THE GLOBE are lower than those of any newspaper published in New Zealand, and the [339,813,503,835]
town-item: Dunedin [176,667,203,675]
cheap-dress-heading: CHEAP DRESS GOODS. [25,563,139,594]
lost-collie-ad: LOST or STOLEN, on Wednesday, 23rd inst., Brown and White COLLIE DOG. [507,113,665,128]
billiards-heading: BILLIARDS, BILLIARDS, BILLIARDS. [360,854,482,873]
adv-item: Advertise at once. [392,779,450,786]
chch-heading: CHRISTCHURCH. [1022,225,1081,232]
irish-sub: The best known remedy for Coughs and Colds. [178,903,326,911]
classified-ad: WANTED KNOWN—Wilkin Gladwell's Advertisement of Seeds. [339,325,503,340]
royal-acc: FIRST-CLASS ACCOMMODATION. [531,408,641,415]
